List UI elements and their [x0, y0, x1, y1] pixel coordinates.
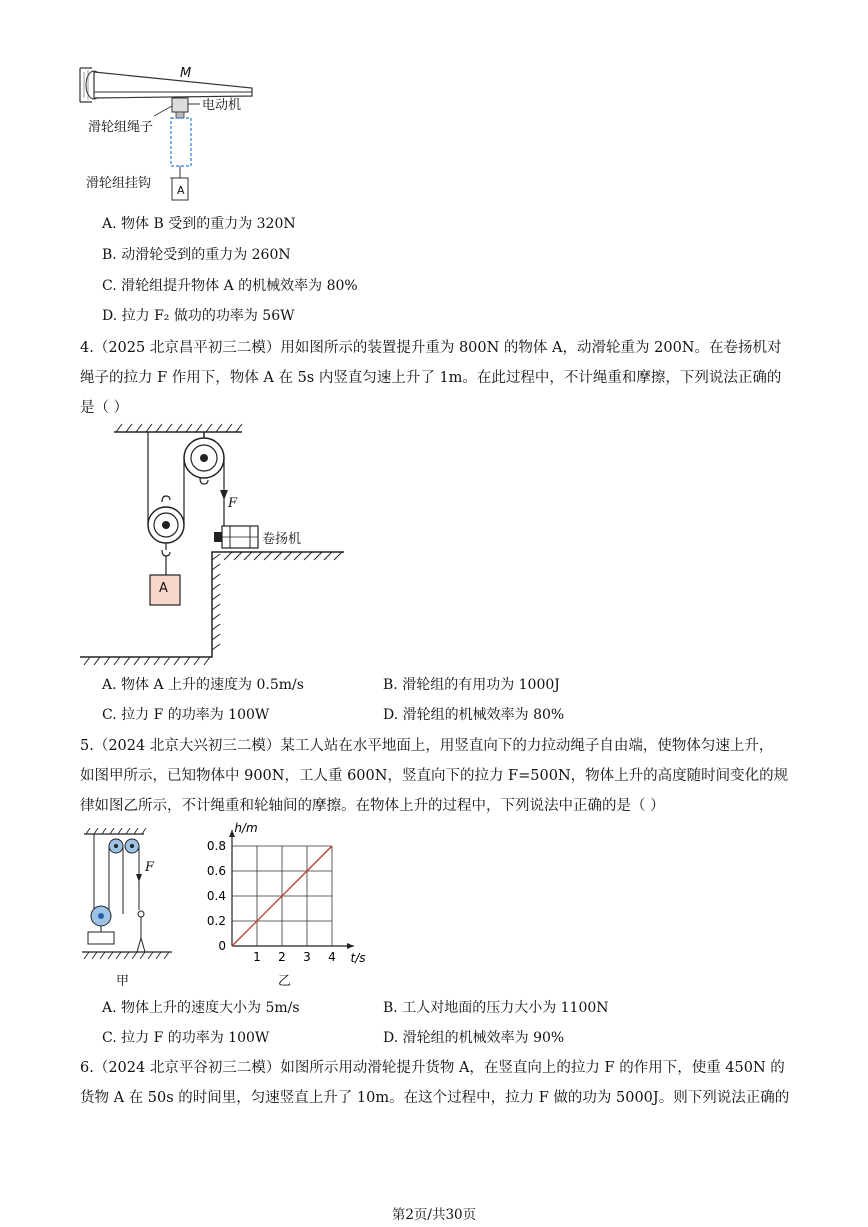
label-pulley-rope: 滑轮组绳子	[88, 120, 154, 135]
q5-stem-line-1: 5.（2024 北京大兴初三二模）某工人站在水平地面上，用竖直向下的力拉动绳子自由端，使物体匀速上升，	[80, 738, 774, 754]
figure-winch-pulley	[80, 420, 350, 665]
chart-height-time	[190, 820, 380, 990]
y-tick-label: 0	[218, 939, 226, 953]
q3-option-a: A. 物体 B 受到的重力为 320N	[102, 216, 296, 232]
q5-option-d: D. 滑轮组的机械效率为 90%	[383, 1030, 565, 1046]
label-pulley-hook: 滑轮组挂钩	[86, 176, 152, 191]
y-tick-label: 0.4	[206, 889, 226, 903]
q4-option-c: C. 拉力 F 的功率为 100W	[102, 707, 270, 723]
y-tick-label: 0.8	[206, 839, 226, 853]
label-force-f: F	[228, 496, 238, 511]
q6-stem-line-2: 货物 A 在 50s 的时间里，匀速竖直上升了 10m。在这个过程中，拉力 F 做的功为 5000J。则下列说法正确的	[80, 1090, 790, 1106]
q3-option-c: C. 滑轮组提升物体 A 的机械效率为 80%	[102, 278, 358, 294]
q5-option-b: B. 工人对地面的压力大小为 1100N	[383, 1000, 609, 1016]
label-winch: 卷扬机	[262, 532, 302, 547]
q5-option-c: C. 拉力 F 的功率为 100W	[102, 1030, 270, 1046]
q4-option-d: D. 滑轮组的机械效率为 80%	[383, 707, 565, 723]
label-m: M	[180, 66, 192, 81]
x-tick-label: 2	[278, 950, 286, 964]
q5-stem-line-2: 如图甲所示，已知物体中 900N，工人重 600N，竖直向下的拉力 F=500N，物体上升的高度随时间变化的规	[80, 768, 789, 784]
q4-stem-line-1: 4.（2025 北京昌平初三二模）用如图所示的装置提升重为 800N 的物体 A，动滑轮重为 200N。在卷扬机对	[80, 340, 782, 356]
y-tick-label: 0.2	[206, 914, 226, 928]
figure-worker-pulley	[80, 828, 180, 968]
x-axis-label: t/s	[350, 951, 366, 965]
q4-option-b: B. 滑轮组的有用功为 1000J	[383, 677, 560, 693]
page-number: 第2页/共30页	[391, 1207, 477, 1223]
q6-stem-line-1: 6.（2024 北京平谷初三二模）如图所示用动滑轮提升货物 A，在竖直向上的拉力 F 的作用下，使重 450N 的	[80, 1060, 785, 1076]
x-axis-arrow	[347, 943, 354, 949]
q5-stem-line-3: 律如图乙所示，不计绳重和轮轴间的摩擦。在物体上升的过程中，下列说法中正确的是（ ）	[80, 798, 665, 814]
y-tick-label: 0.6	[206, 864, 226, 878]
y-axis-label: h/m	[234, 821, 258, 835]
label-motor: 电动机	[202, 98, 242, 113]
q5-option-a: A. 物体上升的速度大小为 5m/s	[102, 1000, 300, 1016]
x-tick-label: 4	[328, 950, 336, 964]
label-block-a: A	[177, 184, 185, 197]
label-force-f-left: F	[145, 860, 155, 875]
caption-jia: 甲	[116, 974, 130, 989]
x-tick-label: 3	[303, 950, 311, 964]
q3-option-b: B. 动滑轮受到的重力为 260N	[102, 247, 291, 263]
q4-option-a: A. 物体 A 上升的速度为 0.5m/s	[102, 677, 304, 693]
x-tick-label: 1	[253, 950, 261, 964]
q4-stem-line-3: 是（ ）	[80, 400, 129, 416]
chart-caption: 乙	[278, 974, 292, 989]
label-block-a: A	[159, 581, 168, 596]
q3-option-d: D. 拉力 F₂ 做功的功率为 56W	[102, 308, 295, 324]
q4-stem-line-2: 绳子的拉力 F 作用下，物体 A 在 5s 内竖直匀速上升了 1m。在此过程中，不计绳重和摩擦，下列说法正确的	[80, 370, 782, 386]
